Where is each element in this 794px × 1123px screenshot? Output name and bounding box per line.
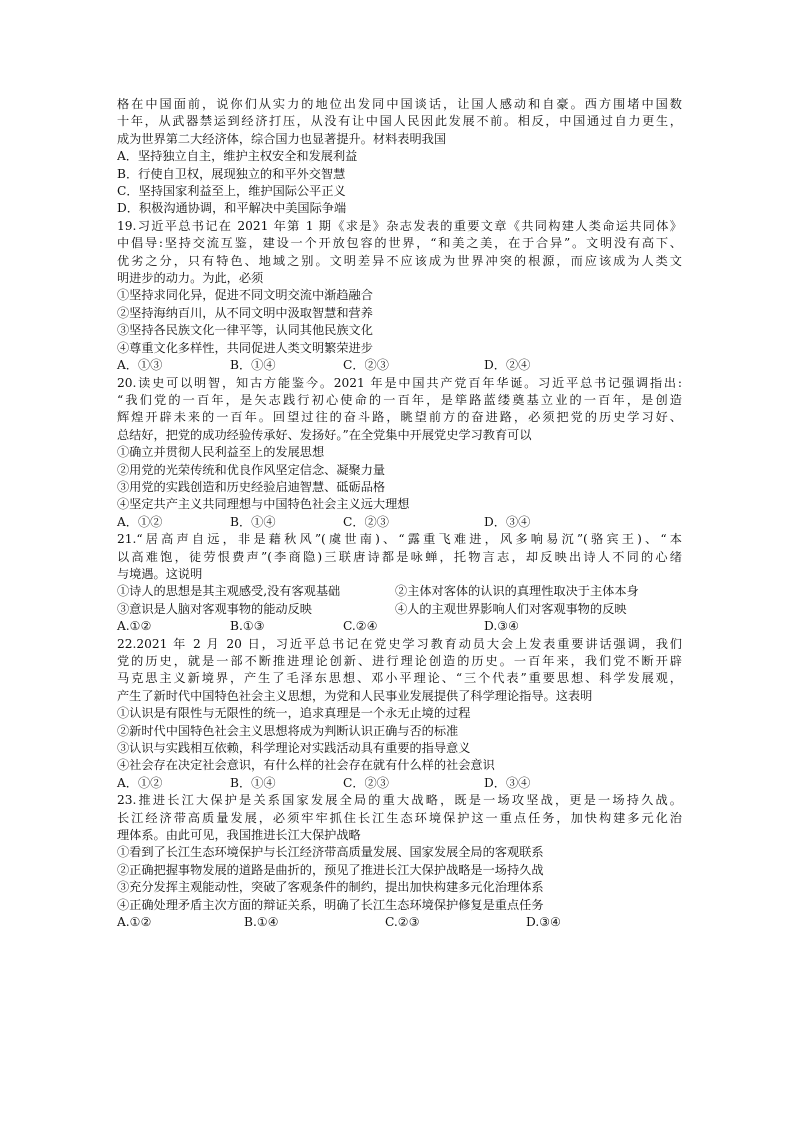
option-a: A．坚持独立自主，维护主权安全和发展利益: [117, 149, 358, 164]
statement-2: ②坚持海纳百川，从不同文明中汲取智慧和营养: [117, 305, 373, 320]
choice-row: [117, 775, 682, 792]
question-21: [117, 531, 682, 635]
stem-line: 总结好，把党的成功经验传承好、发扬好。”在全党集中开展党史学习教育可以: [117, 427, 532, 442]
statement-4: ④正确处理矛盾主次方面的辩证关系，明确了长江生态环境保护修复是重点任务: [117, 897, 544, 912]
statement-2: ②主体对客体的认识的真理性取决于主体本身: [395, 584, 639, 599]
choice-a: A.①②: [117, 915, 152, 930]
stem-line: 理体系。由此可见，我国推进长江大保护战略: [117, 828, 361, 843]
choice-c: C．②③: [343, 358, 389, 373]
stem-line: 21.“居高声自远，非是藉秋风”(虞世南)、“露重飞难进，风多响易沉”(骆宾王)、“本: [117, 532, 682, 547]
stem-line: “我们党的一百年，是矢志践行初心使命的一百年，是筚路蓝缕奠基立业的一百年，是创造: [117, 392, 682, 407]
option-d: D．积极沟通协调，和平解决中美国际争端: [117, 201, 347, 216]
choice-row: [117, 914, 682, 931]
choice-b: B.①③: [230, 619, 265, 634]
choice-d: D．③④: [484, 775, 531, 790]
statement-1: ①坚持求同化异，促进不同文明交流中渐趋融合: [117, 288, 373, 303]
statement-row: [117, 601, 682, 618]
question-20: [117, 375, 682, 532]
choice-b: B.①④: [244, 915, 279, 930]
choice-c: C.②③: [385, 915, 420, 930]
statement-4: ④社会存在决定社会意识，有什么样的社会存在就有什么样的社会意识: [117, 758, 495, 773]
statement-3: ③意识是人脑对客观事物的能动反映: [117, 601, 312, 616]
statement-2: ②新时代中国特色社会主义思想将成为判断认识正确与否的标准: [117, 723, 459, 738]
statement-4: ④人的主观世界影响人们对客观事物的反映: [395, 601, 627, 616]
statement-1: ①看到了长江生态环境保护与长江经济带高质量发展、国家发展全局的客观联系: [117, 845, 544, 860]
choice-c: C．②③: [343, 775, 389, 790]
statement-4: ④尊重文化多样性，共同促进人类文明繁荣进步: [117, 340, 373, 355]
choice-row: [117, 357, 682, 374]
statement-2: ②正确把握事物发展的道路是曲折的，预见了推进长江大保护战略是一场持久战: [117, 862, 544, 877]
question-22: [117, 636, 682, 793]
stem-line: 明进步的动力。为此，必须: [117, 271, 264, 286]
statement-3: ③用党的实践创造和历史经验启迪智慧、砥砺品格: [117, 479, 386, 494]
stem-line: 马克思主义新境界，产生了毛泽东思想、邓小平理论、“三个代表”重要思想、科学发展观，: [117, 671, 682, 686]
statement-3: ③认识与实践相互依赖，科学理论对实践活动具有重要的指导意义: [117, 741, 471, 756]
question-18: [117, 96, 682, 218]
stem-line: 中倡导:坚持交流互鉴，建设一个开放包容的世界，“和美之美，在于合异”。文明没有高下、: [117, 236, 682, 251]
stem-line: 与境遇。这说明: [117, 566, 203, 581]
choice-a: A．①②: [117, 514, 163, 529]
stem-line: 19.习近平总书记在 2021 年第 1 期《求是》杂志发表的重要文章《共同构建人类命运共同体》: [117, 218, 682, 233]
stem-line: 成为世界第二大经济体，综合国力也显著提升。材料表明我国: [117, 131, 447, 146]
statement-4: ④坚定共产主义共同理想与中国特色社会主义远大理想: [117, 497, 410, 512]
stem-line: 党的历史，就是一部不断推进理论创新、进行理论创造的历史。一百年来，我们党不断开辟: [117, 654, 682, 668]
question-19: [117, 218, 682, 375]
choice-d: D.③④: [526, 915, 562, 930]
option-b: B．行使自卫权，展现独立的和平外交智慧: [117, 166, 346, 181]
stem-line: 长江经济带高质量发展，必须牢牢抓住长江生态环境保护这一重点任务，加快构建多元化治: [117, 810, 682, 825]
stem-line: 辉煌开辟未来的一百年。回望过往的奋斗路，眺望前方的奋进路，必须把党的历史学习好、: [117, 410, 682, 425]
choice-d: D．②④: [484, 358, 531, 373]
statement-1: ①确立并贯彻人民利益至上的发展思想: [117, 445, 325, 460]
stem-line: 20.读史可以明智，知古方能鉴今。2021 年是中国共产党百年华诞。习近平总书记强调指出:: [117, 375, 682, 390]
statement-3: ③坚持各民族文化一律平等，认同其他民族文化: [117, 323, 373, 338]
stem-line: 22.2021 年 2 月 20 日，习近平总书记在党史学习教育动员大会上发表重要讲话强调，我们: [117, 636, 682, 651]
choice-a: A．①②: [117, 775, 163, 790]
stem-line: 优劣之分，只有特色、地域之别。文明差异不应该成为世界冲突的根源，而应该成为人类文: [117, 253, 682, 268]
choice-b: B．①④: [230, 775, 276, 790]
statement-1: ①诗人的思想是其主观感受,没有客观基础: [117, 584, 341, 599]
choice-a: A．①③: [117, 358, 163, 373]
choice-b: B．①④: [230, 358, 276, 373]
statement-2: ②用党的光荣传统和优良作风坚定信念、凝聚力量: [117, 462, 386, 477]
statement-row: [117, 583, 682, 600]
stem-line: 产生了新时代中国特色社会主义思想，为党和人民事业发展提供了科学理论指导。这表明: [117, 688, 593, 703]
exam-page: [117, 96, 682, 932]
choice-b: B．①④: [230, 514, 276, 529]
choice-d: D．③④: [484, 514, 531, 529]
option-c: C．坚持国家利益至上，维护国际公平正义: [117, 184, 346, 199]
stem-line: 以高难饱，徒劳恨费声”(李商隐)三联唐诗都是咏蝉，托物言志，却反映出诗人不同的心绪: [117, 549, 682, 564]
stem-line: 格在中国面前，说你们从实力的地位出发同中国谈话，让国人感动和自豪。西方围堵中国数: [117, 97, 682, 111]
statement-1: ①认识是有限性与无限性的统一，追求真理是一个永无止境的过程: [117, 706, 471, 721]
choice-row: [117, 618, 682, 635]
choice-d: D.③④: [484, 619, 520, 634]
question-23: [117, 792, 682, 931]
choice-a: A.①②: [117, 619, 152, 634]
choice-row: [117, 514, 682, 531]
statement-3: ③充分发挥主观能动性，突破了客观条件的制约，提出加快构建多元化治理体系: [117, 880, 544, 895]
choice-c: C．②③: [343, 514, 389, 529]
stem-line: 23.推进长江大保护是关系国家发展全局的重大战略，既是一场攻坚战，更是一场持久战。: [117, 793, 682, 808]
choice-c: C.②④: [343, 619, 378, 634]
stem-line: 十年，从武器禁运到经济打压，从没有让中国人民因此发展不前。相反，中国通过自力更生，: [117, 114, 682, 129]
